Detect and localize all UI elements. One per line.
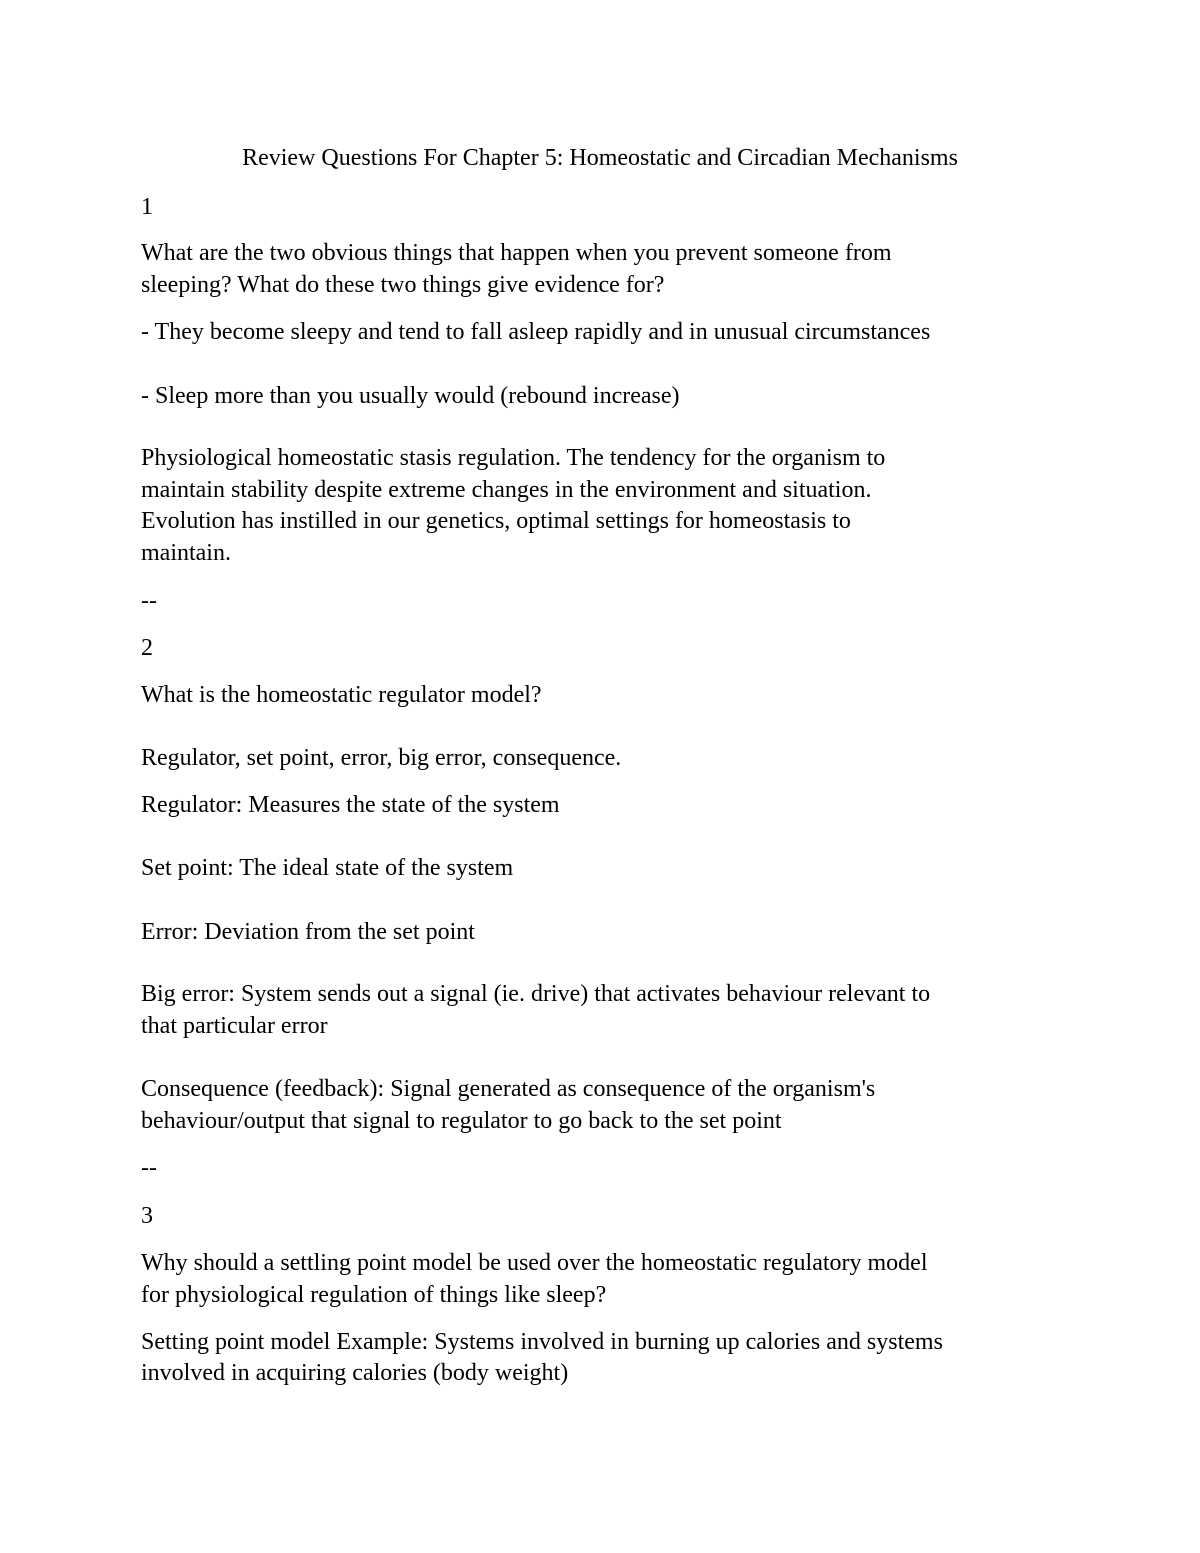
separator-2: -- bbox=[141, 1155, 157, 1181]
answer-2-consequence-line-1: Consequence (feedback): Signal generated as consequence of the organism's bbox=[141, 1076, 876, 1102]
document-title: Review Questions For Chapter 5: Homeostatic and Circadian Mechanisms bbox=[242, 145, 958, 171]
answer-3-line-2: involved in acquiring calories (body weight) bbox=[141, 1360, 569, 1386]
answer-2-summary: Regulator, set point, error, big error, consequence. bbox=[141, 745, 622, 771]
question-2-text: What is the homeostatic regulator model? bbox=[141, 682, 542, 708]
answer-1-paragraph-line-4: maintain. bbox=[141, 540, 231, 566]
separator-1: -- bbox=[141, 588, 157, 614]
answer-1-paragraph-line-3: Evolution has instilled in our genetics, optimal settings for homeostasis to bbox=[141, 508, 851, 534]
answer-2-regulator: Regulator: Measures the state of the system bbox=[141, 792, 560, 818]
question-1-line-2: sleeping? What do these two things give evidence for? bbox=[141, 272, 665, 298]
answer-1-paragraph-line-2: maintain stability despite extreme changes in the environment and situation. bbox=[141, 477, 872, 503]
answer-2-big-error-line-2: that particular error bbox=[141, 1013, 328, 1039]
question-1-line-1: What are the two obvious things that happen when you prevent someone from bbox=[141, 240, 892, 266]
answer-1-bullet-1: - They become sleepy and tend to fall asleep rapidly and in unusual circumstances bbox=[141, 319, 931, 345]
answer-2-set-point: Set point: The ideal state of the system bbox=[141, 855, 514, 881]
question-number-1: 1 bbox=[141, 194, 153, 220]
question-number-2: 2 bbox=[141, 635, 153, 661]
question-number-3: 3 bbox=[141, 1203, 153, 1229]
question-3-line-1: Why should a settling point model be used over the homeostatic regulatory model bbox=[141, 1250, 928, 1276]
answer-2-big-error-line-1: Big error: System sends out a signal (ie. drive) that activates behaviour relevant to bbox=[141, 981, 931, 1007]
answer-3-line-1: Setting point model Example: Systems involved in burning up calories and systems bbox=[141, 1329, 943, 1355]
question-3-line-2: for physiological regulation of things like sleep? bbox=[141, 1282, 607, 1308]
answer-2-error: Error: Deviation from the set point bbox=[141, 919, 475, 945]
answer-2-consequence-line-2: behaviour/output that signal to regulator to go back to the set point bbox=[141, 1108, 782, 1134]
answer-1-paragraph-line-1: Physiological homeostatic stasis regulation. The tendency for the organism to bbox=[141, 445, 886, 471]
answer-1-bullet-2: - Sleep more than you usually would (rebound increase) bbox=[141, 383, 680, 409]
